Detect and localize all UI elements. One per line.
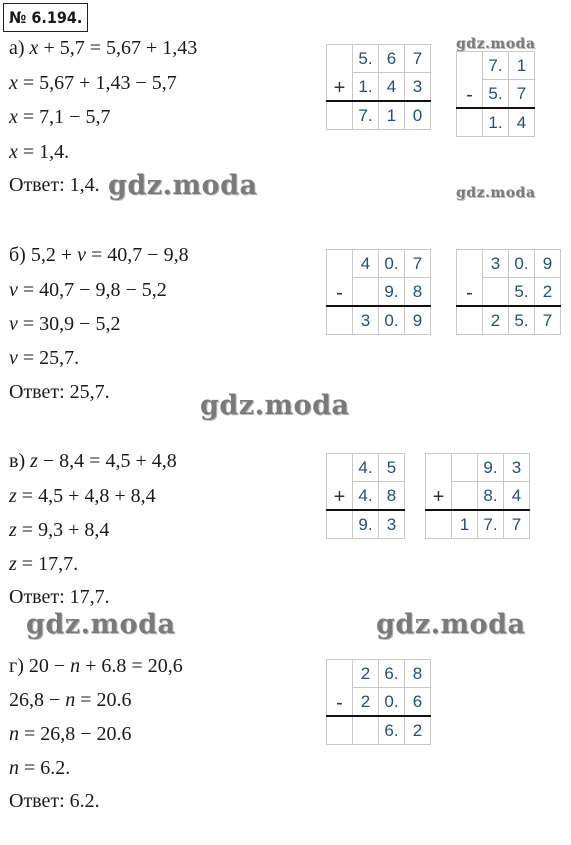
- result-digit: 1.: [483, 108, 509, 137]
- operator-sign: +: [327, 45, 353, 102]
- result-digit: 7.: [478, 510, 504, 539]
- equation-text: б) 5,2 +: [9, 244, 78, 266]
- digit-cell: 0.: [379, 250, 405, 278]
- equation-text: = 6.2.: [19, 757, 71, 779]
- part-d-equation-line: [9, 756, 70, 780]
- equation-text: = 25,7.: [17, 347, 80, 369]
- variable: x: [9, 141, 18, 163]
- variable: z: [9, 519, 17, 541]
- column-calculation: [326, 453, 405, 539]
- digit-cell: 4: [353, 250, 379, 278]
- variable: x: [9, 72, 18, 94]
- digit-cell: 3: [504, 454, 530, 482]
- part-c-answer: [9, 585, 110, 609]
- watermark-text: gdz.moda: [376, 609, 526, 640]
- result-digit: 9: [405, 306, 431, 335]
- variable: v: [77, 244, 87, 266]
- digit-cell: 7: [405, 45, 431, 73]
- equation-text: Ответ: 6.2.: [9, 790, 100, 812]
- watermark-text: gdz.moda: [26, 609, 176, 640]
- column-calculation: [456, 51, 535, 137]
- result-digit: 1: [379, 101, 405, 130]
- digit-cell: 8.: [478, 482, 504, 511]
- empty-cell: [457, 108, 483, 137]
- digit-cell: 2: [535, 278, 561, 307]
- digit-cell: 5.: [353, 45, 379, 73]
- empty-cell: [426, 510, 452, 539]
- variable: n: [70, 655, 81, 677]
- equation-text: = 40,7 − 9,8 − 5,2: [17, 279, 167, 301]
- digit-cell: 7: [509, 80, 535, 109]
- column-calculation: [456, 249, 561, 335]
- digit-cell: 3: [483, 250, 509, 278]
- digit-cell: 8: [405, 660, 431, 688]
- result-digit: [353, 716, 379, 745]
- equation-text: а): [9, 37, 30, 59]
- digit-cell: 6.: [379, 660, 405, 688]
- part-a-equation-line: [9, 36, 197, 60]
- equation-text: в): [9, 450, 31, 472]
- empty-cell: [327, 510, 353, 539]
- result-digit: 7: [504, 510, 530, 539]
- result-digit: 0.: [379, 306, 405, 335]
- part-a-answer: [9, 173, 100, 197]
- result-digit: 3: [379, 510, 405, 539]
- digit-cell: 1: [509, 52, 535, 80]
- variable: v: [9, 313, 18, 335]
- result-digit: 2: [483, 306, 509, 335]
- exercise-number: № 6.194.: [3, 3, 88, 32]
- variable: n: [9, 723, 19, 745]
- variable: z: [9, 485, 17, 507]
- equation-text: = 5,67 + 1,43 − 5,7: [17, 72, 177, 94]
- variable: x: [29, 37, 39, 59]
- column-calculation: [326, 659, 431, 745]
- column-calculation: [425, 453, 530, 539]
- equation-text: = 30,9 − 5,2: [17, 313, 121, 335]
- part-d-equation-line: [9, 654, 183, 678]
- variable: v: [9, 347, 18, 369]
- variable: v: [9, 279, 18, 301]
- digit-cell: 9.: [379, 278, 405, 307]
- equation-text: г) 20 −: [9, 655, 71, 677]
- equation-text: 26,8 −: [9, 689, 66, 711]
- result-digit: 2: [405, 716, 431, 745]
- variable: z: [30, 450, 38, 472]
- variable: z: [9, 553, 17, 575]
- equation-text: = 20.6: [75, 689, 132, 711]
- digit-cell: 7.: [483, 52, 509, 80]
- equation-text: = 9,3 + 8,4: [16, 519, 110, 541]
- equation-text: − 8,4 = 4,5 + 4,8: [37, 450, 177, 472]
- digit-cell: 5.: [509, 278, 535, 307]
- part-a-equation-line: [9, 140, 69, 164]
- digit-cell: 8: [379, 482, 405, 511]
- equation-text: Ответ: 25,7.: [9, 381, 110, 403]
- digit-cell: 2: [353, 660, 379, 688]
- part-c-equation-line: [9, 484, 156, 508]
- equation-text: Ответ: 1,4.: [9, 174, 100, 196]
- watermark-text: gdz.moda: [456, 185, 536, 201]
- digit-cell: [353, 278, 379, 307]
- digit-cell: 1.: [353, 73, 379, 102]
- empty-cell: [327, 101, 353, 130]
- part-b-answer: [9, 380, 110, 404]
- part-d-equation-line: [9, 688, 132, 712]
- watermark-text: gdz.moda: [200, 390, 350, 421]
- column-calculation: [326, 44, 431, 130]
- variable: x: [9, 106, 18, 128]
- variable: n: [9, 757, 19, 779]
- operator-sign: -: [457, 250, 483, 307]
- digit-cell: 9: [535, 250, 561, 278]
- operator-sign: +: [426, 454, 452, 511]
- digit-cell: [483, 278, 509, 307]
- digit-cell: 6: [379, 45, 405, 73]
- equation-text: = 1,4.: [17, 141, 70, 163]
- watermark-text: gdz.moda: [456, 36, 536, 52]
- equation-text: Ответ: 17,7.: [9, 586, 110, 608]
- empty-cell: [327, 716, 353, 745]
- part-b-equation-line: [9, 346, 79, 370]
- equation-text: = 7,1 − 5,7: [17, 106, 111, 128]
- digit-cell: 0.: [379, 688, 405, 717]
- result-digit: 6.: [379, 716, 405, 745]
- operator-sign: +: [327, 454, 353, 511]
- part-b-equation-line: [9, 312, 120, 336]
- equation-text: = 4,5 + 4,8 + 8,4: [16, 485, 156, 507]
- digit-cell: 6: [405, 688, 431, 717]
- digit-cell: 4.: [353, 482, 379, 511]
- digit-cell: 4.: [353, 454, 379, 482]
- result-digit: 7.: [353, 101, 379, 130]
- column-calculation: [326, 249, 431, 335]
- result-digit: 4: [509, 108, 535, 137]
- digit-cell: 4: [379, 73, 405, 102]
- operator-sign: -: [327, 660, 353, 717]
- part-a-equation-line: [9, 105, 110, 129]
- result-digit: 7: [535, 306, 561, 335]
- result-digit: 3: [353, 306, 379, 335]
- result-digit: 9.: [353, 510, 379, 539]
- part-d-answer: [9, 789, 100, 813]
- equation-text: = 40,7 − 9,8: [86, 244, 189, 266]
- part-b-equation-line: [9, 278, 167, 302]
- digit-cell: 5: [379, 454, 405, 482]
- result-digit: 0: [405, 101, 431, 130]
- equation-text: + 6.8 = 20,6: [80, 655, 183, 677]
- empty-cell: [327, 306, 353, 335]
- watermark-text: gdz.moda: [108, 170, 258, 201]
- digit-cell: 9.: [478, 454, 504, 482]
- result-digit: 1: [452, 510, 478, 539]
- part-b-equation-line: [9, 243, 189, 267]
- digit-cell: 8: [405, 278, 431, 307]
- result-digit: 5.: [509, 306, 535, 335]
- part-d-equation-line: [9, 722, 132, 746]
- digit-cell: 4: [504, 482, 530, 511]
- operator-sign: -: [457, 52, 483, 109]
- digit-cell: 5.: [483, 80, 509, 109]
- operator-sign: -: [327, 250, 353, 307]
- digit-cell: 7: [405, 250, 431, 278]
- digit-cell: [452, 482, 478, 511]
- empty-cell: [457, 306, 483, 335]
- equation-text: + 5,7 = 5,67 + 1,43: [38, 37, 198, 59]
- part-a-equation-line: [9, 71, 177, 95]
- equation-text: = 26,8 − 20.6: [19, 723, 132, 745]
- part-c-equation-line: [9, 518, 109, 542]
- equation-text: = 17,7.: [16, 553, 79, 575]
- digit-cell: 0.: [509, 250, 535, 278]
- part-c-equation-line: [9, 552, 78, 576]
- digit-cell: 2: [353, 688, 379, 717]
- variable: n: [65, 689, 76, 711]
- digit-cell: 3: [405, 73, 431, 102]
- part-c-equation-line: [9, 449, 177, 473]
- digit-cell: [452, 454, 478, 482]
